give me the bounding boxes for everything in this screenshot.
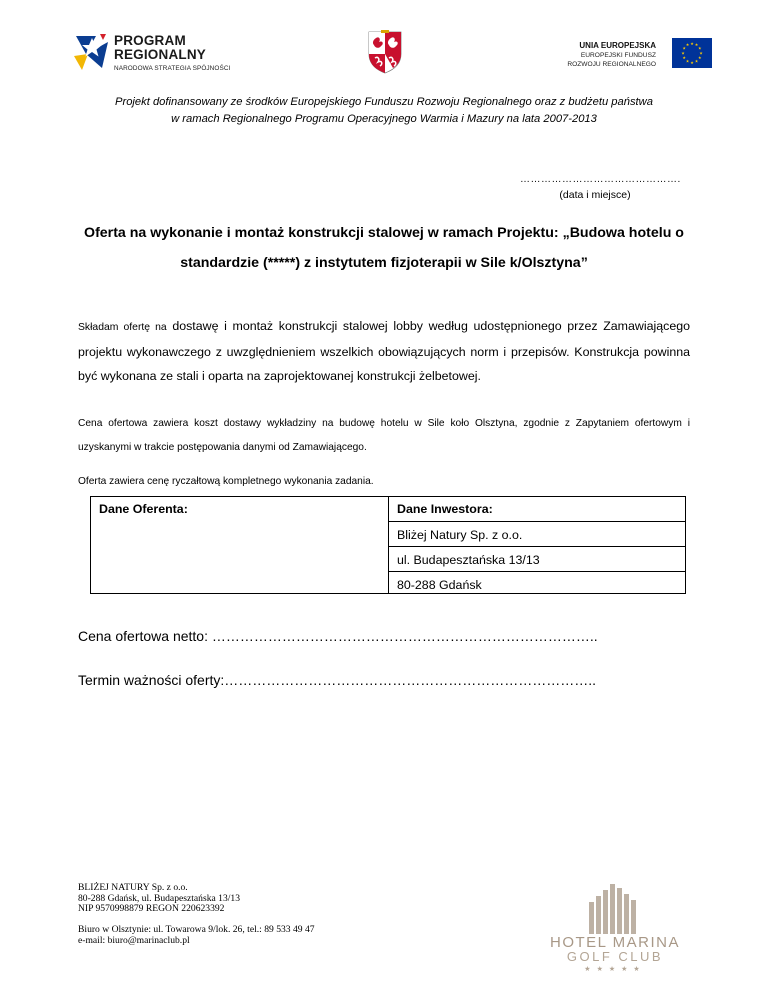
offer-title <box>40 218 728 278</box>
program-regionalny-star-icon <box>72 32 110 72</box>
funding-statement <box>0 94 768 128</box>
program-logo-line3: NARODOWA STRATEGIA SPÓJNOŚCI <box>114 65 231 72</box>
offer-scope-paragraph <box>78 314 690 388</box>
footer-office-info <box>78 925 315 946</box>
date-place-label: (data i miejsce) <box>559 189 631 201</box>
hotel-logo-name: HOTEL MARINA <box>550 934 680 951</box>
footer-company-name: BLIŻEJ NATURY Sp. z o.o. <box>78 882 188 893</box>
footer-office-address: Biuro w Olsztynie: ul. Towarowa 9/lok. 26, tel.: 89 533 49 47 <box>78 924 315 935</box>
eu-logo <box>560 38 712 72</box>
table-row-divider <box>389 571 685 572</box>
offeror-cell <box>91 497 389 593</box>
investor-name: Bliżej Natury Sp. z o.o. <box>397 528 523 542</box>
investor-header: Dane Inwestora: <box>397 502 493 516</box>
svg-text:★: ★ <box>690 59 694 65</box>
hotel-building-icon <box>585 884 645 934</box>
footer-company-ids: NIP 9570998879 REGON 220623392 <box>78 903 225 914</box>
eu-logo-line1: UNIA EUROPEJSKA <box>579 41 656 50</box>
warmia-mazury-crest-icon <box>367 30 403 74</box>
investor-cell <box>389 497 685 593</box>
program-regionalny-logo <box>72 30 232 76</box>
program-logo-line1: PROGRAM <box>114 33 186 48</box>
hotel-marina-logo <box>540 884 690 976</box>
table-row-divider <box>389 521 685 522</box>
offer-title-line-1: Oferta na wykonanie i montaż konstrukcji stalowej w ramach Projektu: „Budowa hotelu o <box>84 225 684 241</box>
svg-text:★: ★ <box>682 55 686 61</box>
svg-text:★: ★ <box>698 55 702 61</box>
offer-title-line-2: standardzie (*****) z instytutem fizjoterapii w Sile k/Olsztyna” <box>180 255 588 271</box>
footer-company-address: 80-288 Gdańsk, ul. Budapesztańska 13/13 <box>78 892 241 904</box>
parties-table <box>90 496 686 594</box>
svg-text:★: ★ <box>699 50 703 56</box>
offer-scope-lead: Składam ofertę na <box>78 322 167 333</box>
funding-line-2: w ramach Regionalnego Programu Operacyjnego Warmia i Mazury na lata 2007-2013 <box>171 113 597 125</box>
svg-text:★: ★ <box>690 41 694 46</box>
svg-text:★: ★ <box>681 50 685 56</box>
footer-office-email: e-mail: biuro@marinaclub.pl <box>78 934 190 946</box>
svg-text:★: ★ <box>685 42 690 48</box>
offeror-header: Dane Oferenta: <box>99 502 188 516</box>
offer-scope-text: dostawę i montaż konstrukcji stalowej lobby według udostępnionego przez Zamawiającego projektu wykonawczego z uwzględnieniem wszelkich obowiązujących norm i przepisów. Konstrukcja powinna być wykonana ze stali i oparta na zaprojektowanej konstrukcji żelbetowej. <box>78 319 690 383</box>
svg-text:★: ★ <box>698 45 702 51</box>
svg-text:★: ★ <box>694 42 699 48</box>
program-logo-line2: REGIONALNY <box>114 47 207 62</box>
hotel-logo-stars: ★★★★★ <box>584 966 646 973</box>
footer-company-info <box>78 883 240 915</box>
eu-logo-line2: EUROPEJSKI FUNDUSZ <box>580 52 656 59</box>
lump-sum-paragraph: Oferta zawiera cenę ryczałtową kompletnego wykonania zadania. <box>78 476 374 487</box>
date-place-field: ………………………………………. <box>520 174 681 185</box>
offer-validity-field: Termin ważności oferty:…………………………………………………………………….. <box>78 672 597 688</box>
price-includes-paragraph: Cena ofertowa zawiera koszt dostawy wykładziny na budowę hotelu w Sile koło Olsztyna, zgodnie z Zapytaniem ofertowym i uzyskanymi w trakcie postępowania danymi od Zamawiającego. <box>78 418 690 453</box>
eu-logo-text <box>567 40 656 69</box>
eu-flag-icon <box>672 38 712 68</box>
funding-line-1: Projekt dofinansowany ze środków Europejskiego Funduszu Rozwoju Regionalnego oraz z budżetu państwa <box>115 96 653 108</box>
hotel-logo-club: GOLF CLUB <box>566 949 664 964</box>
svg-text:★: ★ <box>685 58 690 64</box>
eu-logo-line3: ROZWOJU REGIONALNEGO <box>567 61 656 68</box>
table-row-divider <box>389 546 685 547</box>
svg-text:★: ★ <box>682 45 686 51</box>
investor-city: 80-288 Gdańsk <box>397 578 482 592</box>
net-price-field: Cena ofertowa netto: ……………………………………………………………………….. <box>78 628 598 644</box>
investor-street: ul. Budapesztańska 13/13 <box>397 553 540 567</box>
svg-text:★: ★ <box>694 58 699 64</box>
